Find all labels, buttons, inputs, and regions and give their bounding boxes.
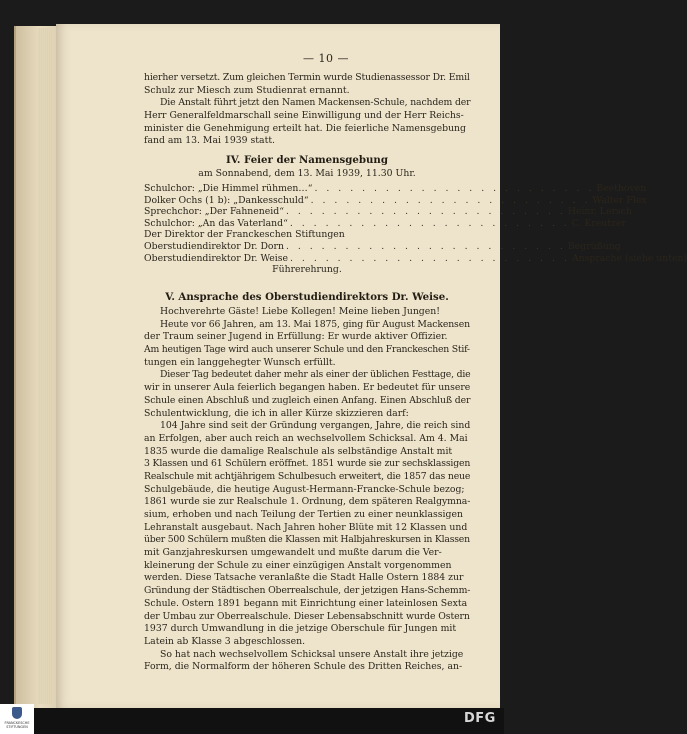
text-line: So hat nach wechselvollem Schicksal unsere Anstalt ihre jetzige <box>160 648 464 660</box>
shield-icon <box>12 707 22 719</box>
program-item-title: Oberstudiendirektor Dr. Dorn <box>144 240 284 252</box>
dot-leader: . . . . . . . . . . . . . . . . . . . . . . . . <box>314 183 595 194</box>
text-line: minister die Genehmigung erteilt hat. Die feierliche Namensgebung <box>144 122 466 134</box>
program-item <box>144 217 626 230</box>
dfg-logo: DFG <box>464 711 496 726</box>
program-item-title: Der Direktor der Franckeschen Stiftungen <box>144 229 345 241</box>
text-line: Am heutigen Tage wird auch unserer Schule und den Franckeschen Stif- <box>144 344 470 356</box>
section-heading-v: V. Ansprache des Oberstudiendirektors Dr. Weise. <box>165 291 449 303</box>
text-line: tungen ein langgehegter Wunsch erfüllt. <box>144 356 336 368</box>
text-line: 3 Klassen und 61 Schülern eröffnet. 1851 wurde sie zur sechsklassigen <box>144 458 471 470</box>
program-list <box>144 183 687 264</box>
text-line: Die Anstalt führt jetzt den Namen Mackensen-Schule, nachdem der <box>160 97 471 109</box>
text-line: Schulgebäude, die heutige August-Hermann-Francke-Schule bezog; <box>144 483 465 495</box>
program-item <box>144 229 470 241</box>
text-line: wir in unserer Aula feierlich begangen haben. Er bedeutet für unsere <box>144 382 471 394</box>
page-number: — 10 — <box>303 52 349 65</box>
section-subheading-iv: am Sonnabend, dem 13. Mai 1939, 11.30 Uhr. <box>198 168 416 179</box>
text-line: Schule. Ostern 1891 begann mit Einrichtung einer lateinlosen Sexta <box>144 597 468 609</box>
program-item-title: Schulchor: „An das Vaterland“ <box>144 217 288 229</box>
text-line: Latein ab Klasse 3 abgeschlossen. <box>144 635 306 647</box>
text-line: Schulentwicklung, die ich in aller Kürze skizzieren darf: <box>144 407 409 419</box>
text-line: Hochverehrte Gäste! Liebe Kollegen! Meine lieben Jungen! <box>160 306 440 317</box>
text-line: Realschule mit achtjährigem Schulbesuch erweitert, die 1857 das neue <box>144 470 471 482</box>
text-line: fand am 13. Mai 1939 statt. <box>144 135 276 147</box>
program-item-author: C. Kreutzer <box>571 217 626 229</box>
text-line: sium, erhoben und nach Teilung der Tertien zu einer neunklassigen <box>144 509 463 520</box>
section-heading-iv: IV. Feier der Namensgebung <box>226 154 388 166</box>
library-logo-text: FRANCKESCHE STIFTUNGEN <box>4 721 30 729</box>
text-line: 1861 wurde sie zur Realschule 1. Ordnung, dem späteren Realgymna- <box>144 496 471 508</box>
program-item-title: Dolker Ochs (1 b): „Dankesschuld“ <box>144 194 309 206</box>
program-item-author: Beethoven <box>596 183 647 194</box>
text-line: hierher versetzt. Zum gleichen Termin wurde Studienassessor Dr. Emil <box>144 72 470 83</box>
program-item-title: Sprechchor: „Der Fahneneid“ <box>144 206 284 218</box>
text-line: Herr Generalfeldmarschall seine Einwilligung und der Herr Reichs- <box>144 110 464 122</box>
text-line: Dieser Tag bedeutet daher mehr als einer der üblichen Festtage, die <box>160 369 471 381</box>
dot-leader: . . . . . . . . . . . . . . . . . . . . . . . . <box>285 206 566 218</box>
dot-leader: . . . . . . . . . . . . . . . . . . . . . . . . <box>289 217 570 229</box>
program-item <box>144 252 687 265</box>
program-item-author: Walter Flex <box>592 194 647 206</box>
program-item-title: Schulchor: „Die Himmel rühmen…“ <box>144 183 313 194</box>
page-stack <box>38 28 52 704</box>
dot-leader: . . . . . . . . . . . . . . . . . . . . . . . . <box>290 252 570 264</box>
text-line: Schulz zur Miesch zum Studienrat ernannt. <box>144 84 350 96</box>
text-line: an Erfolgen, aber auch reich an wechselvollem Schicksal. Am 4. Mai <box>144 432 468 444</box>
program-item-author: Begrüßung <box>567 240 621 252</box>
program-closing: Führerehrung. <box>272 264 342 275</box>
text-line: Schule einen Abschluß und zugleich einen Anfang. Einen Abschluß der <box>144 394 471 406</box>
text-line: über 500 Schülern mußten die Klassen mit Halbjahreskursen in Klassen <box>144 534 470 546</box>
program-item-title: Oberstudiendirektor Dr. Weise <box>144 252 288 264</box>
text-line: 1835 wurde die damalige Realschule als selbständige Anstalt mit <box>144 445 453 457</box>
text-line: der Umbau zur Oberrealschule. Dieser Lebensabschnitt wurde Ostern <box>144 610 470 622</box>
text-line: Lehranstalt ausgebaut. Nach Jahren hoher Blüte mit 12 Klassen und <box>144 521 468 533</box>
program-item-author: Ansprache (siehe unten) <box>571 252 687 264</box>
footer-bar <box>0 708 504 734</box>
program-item <box>144 183 647 195</box>
text-line: Heute vor 66 Jahren, am 13. Mai 1875, ging für August Mackensen <box>160 318 470 330</box>
speech-text <box>144 306 470 674</box>
text-line: 1937 durch Umwandlung in die jetzige Oberschule für Jungen mit <box>144 623 457 635</box>
text-line: Gründung der Städtischen Oberrealschule, der jetzigen Hans-Schemm- <box>144 585 471 597</box>
paragraph-intro <box>144 72 470 148</box>
program-item <box>144 206 632 218</box>
dot-leader: . . . . . . . . . . . . . . . . . . . . . . . . <box>285 240 566 252</box>
program-item <box>144 194 647 207</box>
text-line: 104 Jahre sind seit der Gründung vergangen, Jahre, die reich sind <box>160 420 471 432</box>
dot-leader <box>345 229 470 241</box>
program-item <box>144 240 621 253</box>
text-line: Form, die Normalform der höheren Schule des Dritten Reiches, an- <box>144 661 463 673</box>
text-line: der Traum seiner Jugend in Erfüllung: Er wurde aktiver Offizier. <box>144 331 448 343</box>
program-item-author: Heinr. Lersch <box>567 206 632 218</box>
text-line: werden. Diese Tatsache veranlaßte die Stadt Halle Ostern 1884 zur <box>144 572 464 584</box>
library-logo <box>0 704 34 734</box>
dot-leader: . . . . . . . . . . . . . . . . . . . . . . . . <box>310 194 591 206</box>
text-line: kleinerung der Schule zu einer einzügigen Anstalt vorgenommen <box>144 559 452 571</box>
text-line: mit Ganzjahreskursen umgewandelt und mußte darum die Ver- <box>144 547 442 559</box>
